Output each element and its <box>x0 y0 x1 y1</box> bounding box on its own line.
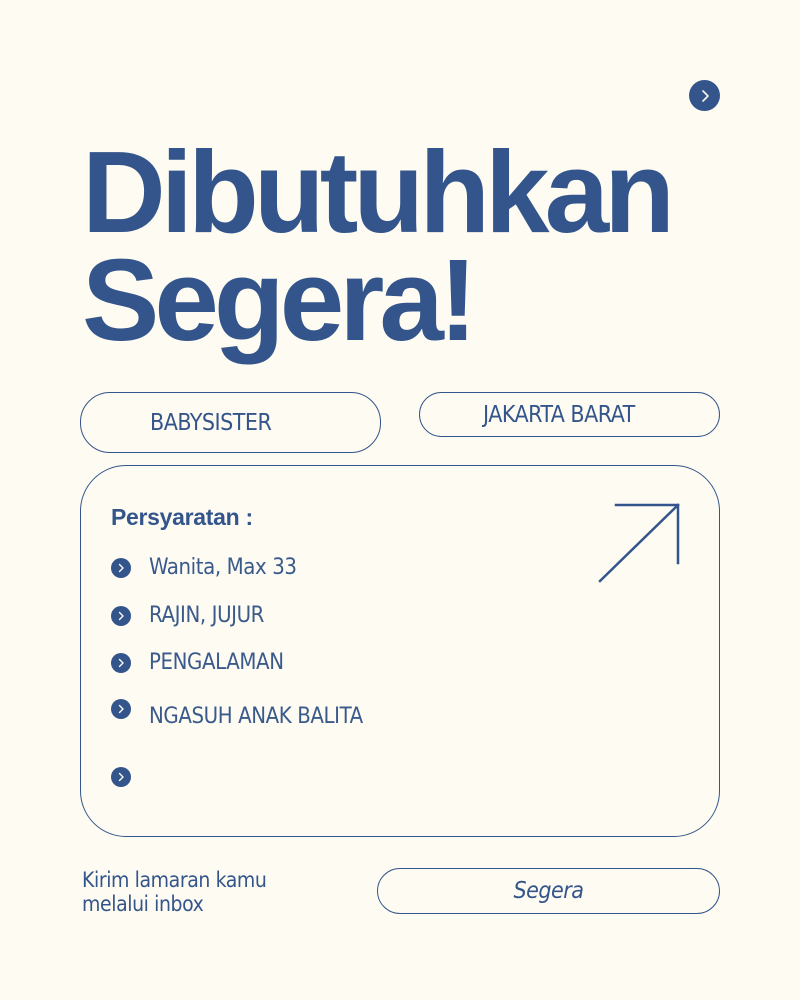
bullet-icon <box>111 699 131 719</box>
requirements-card <box>80 465 720 837</box>
position-tag <box>80 392 381 453</box>
requirement-text: PENGALAMAN <box>149 650 284 675</box>
location-tag <box>419 392 720 437</box>
instruction-line-1: Kirim lamaran kamu <box>82 868 267 892</box>
bullet-icon <box>111 653 131 673</box>
apply-now-button[interactable] <box>377 868 720 914</box>
list-item <box>111 650 284 676</box>
apply-instruction <box>82 868 267 916</box>
bullet-icon <box>111 606 131 626</box>
title-line-1: Dibutuhkan <box>82 127 670 257</box>
requirement-text: RAJIN, JUJUR <box>149 603 265 628</box>
requirements-title: Persyaratan : <box>111 504 253 530</box>
requirement-text: NGASUH ANAK BALITA <box>149 704 363 729</box>
arrow-up-right-icon <box>596 499 686 585</box>
title-line-2: Segera! <box>82 235 473 365</box>
instruction-line-2: melalui inbox <box>82 892 204 916</box>
requirement-text: Wanita, Max 33 <box>149 555 297 580</box>
list-item <box>111 555 297 581</box>
list-item <box>111 603 264 629</box>
bullet-icon <box>111 767 131 787</box>
chevron-right-icon <box>699 89 711 103</box>
position-tag-label: BABYSISTER <box>150 410 272 436</box>
bullet-icon <box>111 558 131 578</box>
list-item <box>111 764 149 787</box>
apply-now-label: Segera <box>513 878 584 904</box>
page-title <box>82 127 670 365</box>
next-arrow-button[interactable] <box>689 80 720 111</box>
list-item <box>111 696 363 730</box>
location-tag-label: JAKARTA BARAT <box>483 402 635 428</box>
